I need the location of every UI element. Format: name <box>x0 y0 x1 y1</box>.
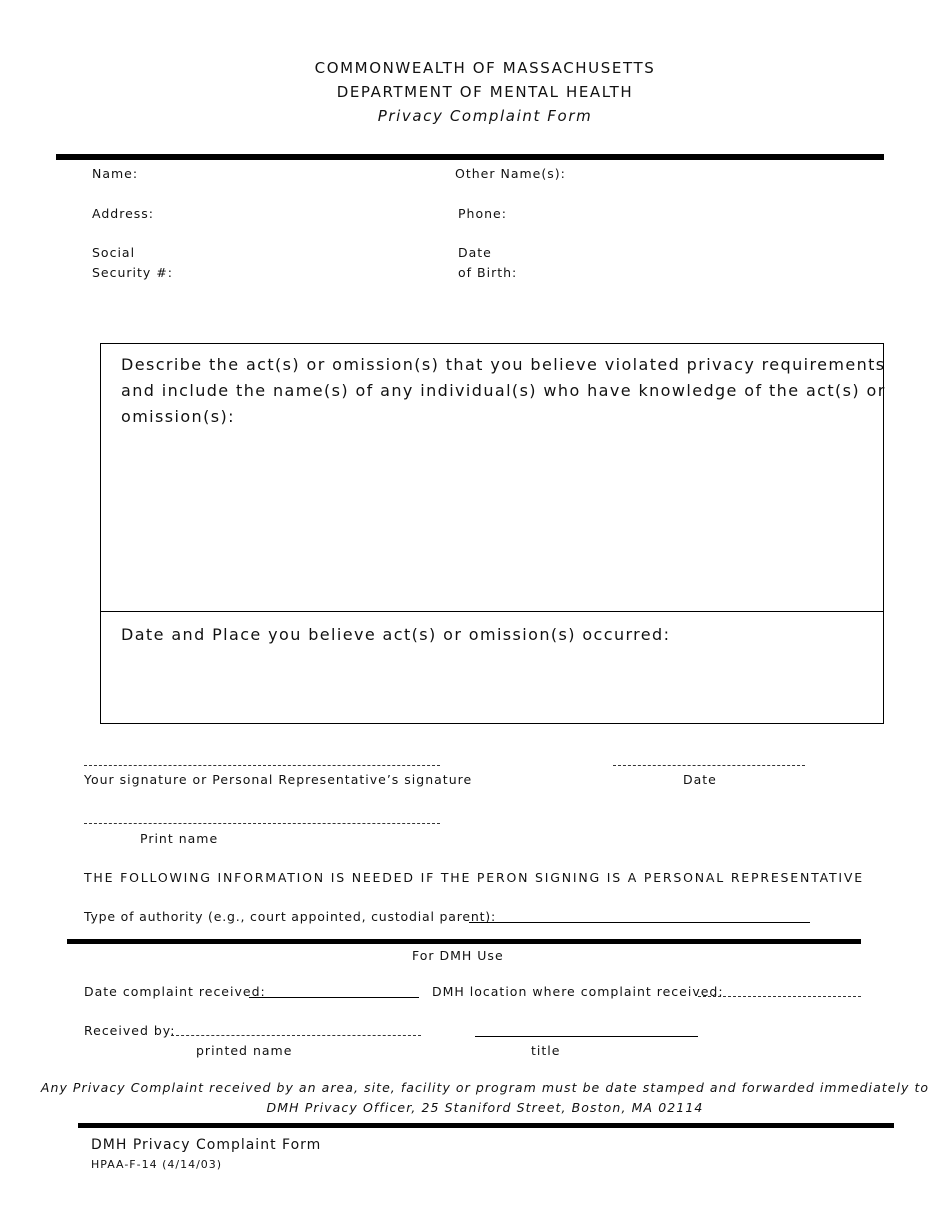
footer-rule <box>78 1123 894 1128</box>
title-caption: title <box>531 1043 561 1058</box>
date-place-box[interactable] <box>100 611 884 724</box>
header-department: DEPARTMENT OF MENTAL HEALTH <box>336 83 634 101</box>
header-commonwealth: COMMONWEALTH OF MASSACHUSETTS <box>314 59 656 77</box>
describe-line-2: and include the name(s) of any individual(s) who have knowledge of the act(s) or <box>121 381 886 400</box>
address-label: Address: <box>92 206 154 221</box>
footer-form-code: HPAA-F-14 (4/14/03) <box>91 1158 223 1171</box>
footer-form-name: DMH Privacy Complaint Form <box>91 1137 322 1153</box>
location-label: DMH location where complaint received: <box>432 984 724 999</box>
printed-name-caption: printed name <box>196 1043 293 1058</box>
print-name-line[interactable] <box>84 823 440 824</box>
dob-label-line2: of Birth: <box>458 265 518 280</box>
date-place-label: Date and Place you believe act(s) or omission(s) occurred: <box>121 625 671 644</box>
received-by-line[interactable] <box>171 1035 421 1036</box>
forwarding-notice-line-1: Any Privacy Complaint received by an area, site, facility or program must be date stamped and forwarded immediately to <box>40 1080 930 1095</box>
form-title: Privacy Complaint Form <box>377 107 593 125</box>
signature-line[interactable] <box>84 765 440 766</box>
describe-box[interactable] <box>100 343 884 612</box>
ssn-label-line2: Security #: <box>92 265 173 280</box>
other-names-label: Other Name(s): <box>455 166 566 181</box>
print-name-caption: Print name <box>140 831 219 846</box>
authority-label: Type of authority (e.g., court appointed, custodial parent): <box>84 909 496 924</box>
received-by-label: Received by: <box>84 1023 176 1038</box>
signature-date-line[interactable] <box>613 765 805 766</box>
date-received-line[interactable] <box>249 997 419 998</box>
dmh-use-rule <box>67 939 861 944</box>
signature-date-caption: Date <box>683 772 717 787</box>
name-label: Name: <box>92 166 139 181</box>
forwarding-notice-line-2: DMH Privacy Officer, 25 Staniford Street, Boston, MA 02114 <box>266 1100 704 1115</box>
signature-caption: Your signature or Personal Representative’s signature <box>84 772 473 787</box>
received-title-line[interactable] <box>475 1036 698 1037</box>
phone-label: Phone: <box>458 206 507 221</box>
authority-field-line[interactable] <box>469 922 810 923</box>
dob-label-line1: Date <box>458 245 492 260</box>
location-line[interactable] <box>698 996 861 997</box>
representative-notice: THE FOLLOWING INFORMATION IS NEEDED IF THE PERON SIGNING IS A PERSONAL REPRESENTATIVE <box>84 870 864 885</box>
describe-line-3: omission(s): <box>121 407 235 426</box>
ssn-label-line1: Social <box>92 245 136 260</box>
top-thick-rule <box>56 154 884 160</box>
dmh-use-title: For DMH Use <box>412 948 504 963</box>
date-received-label: Date complaint received: <box>84 984 266 999</box>
describe-line-1: Describe the act(s) or omission(s) that you believe violated privacy requirements <box>121 355 886 374</box>
